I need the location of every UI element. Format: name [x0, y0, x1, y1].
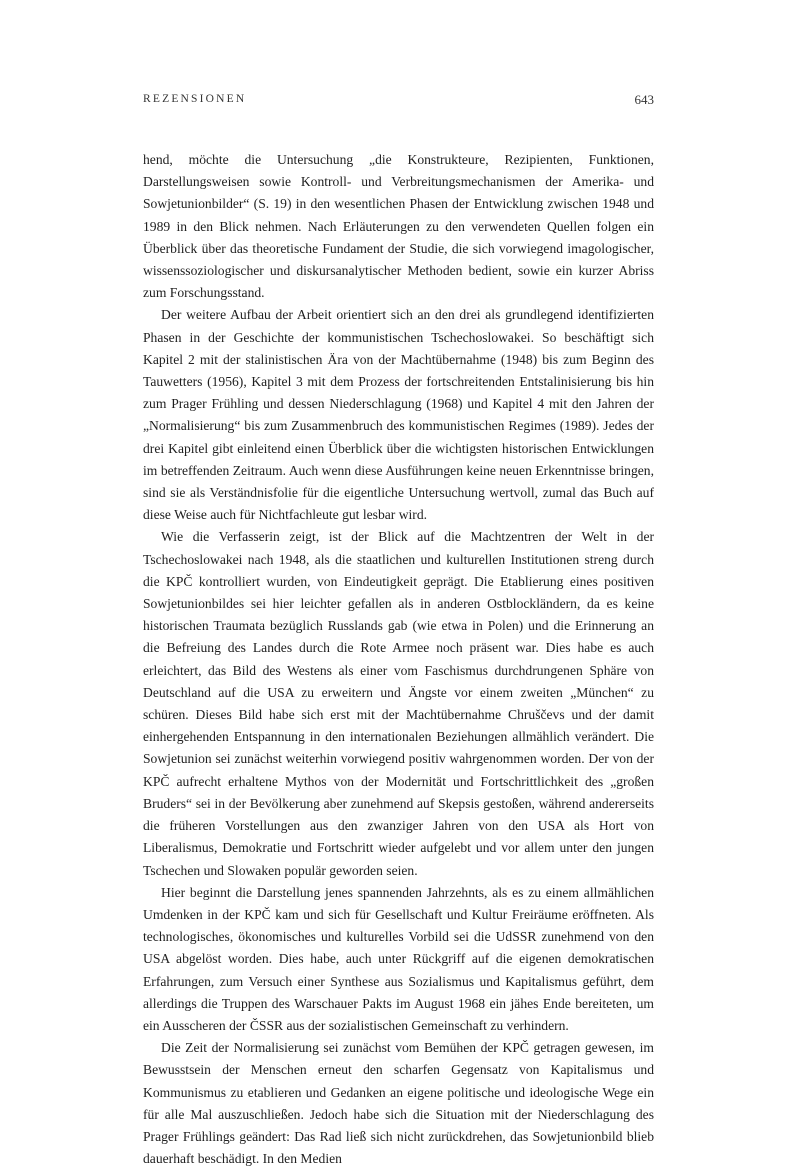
paragraph: Wie die Verfasserin zeigt, ist der Blick auf die Machtzentren der Welt in der Tschechoslowakei nach 1948, als die staatlichen und kulturellen Institutionen streng durch die KPČ kontrolliert wurden, von Eindeutigkeit geprägt. Die Etablierung eines positiven Sowjetunionbildes sei hier leichter gefallen als in anderen Ostblockländern, da es keine historischen Traumata bezüglich Russlands gab (wie etwa in Polen) und die Erinnerung an die Befreiung des Landes durch die Rote Armee noch präsent war. Dies habe es auch erleichtert, das Bild des Westens als einer vom Faschismus durchdrungenen Sphäre von Deutschland auf die USA zu erweitern und Ängste vor einem zweiten „München“ zu schüren. Dieses Bild habe sich erst mit der Machtübernahme Chruščevs und der damit einhergehenden Entspannung in den internationalen Beziehungen allmählich verändert. Die Sowjetunion sei zunächst weiterhin vorwiegend positiv wahrgenommen worden. Der von der KPČ aufrecht erhaltene Mythos von der Modernität und Fortschrittlichkeit des „großen Bruders“ sei in der Bevölkerung aber zunehmend auf Skepsis gestoßen, während andererseits die früheren Vorstellungen aus den zwanziger Jahren von den USA als Hort von Liberalismus, Demokratie und Fortschritt wieder aufgelebt und vor allem unter den jungen Tschechen und Slowaken populär geworden seien. — [143, 529, 654, 878]
paragraph: Hier beginnt die Darstellung jenes spannenden Jahrzehnts, als es zu einem allmählichen Umdenken in der KPČ kam und sich für Gesellschaft und Kultur Freiräume eröffneten. Als technologisches, ökonomisches und kulturelles Vorbild sei die UdSSR zunehmend von den USA abgelöst worden. Dies habe, auch unter Rückgriff auf die eigenen demokratischen Erfahrungen, zum Versuch einer Synthese aus Sozialismus und Kapitalismus geführt, dem allerdings die Truppen des Warschauer Pakts im August 1968 ein jähes Ende bereiteten, um ein Ausscheren der ČSSR aus der sozialistischen Gemeinschaft zu verhindern. — [143, 884, 654, 1033]
page-number: 643 — [634, 92, 654, 107]
section-title: REZENSIONEN — [143, 93, 247, 105]
paragraph: Der weitere Aufbau der Arbeit orientiert sich an den drei als grundlegend identifizierten Phasen in der Geschichte der kommunistischen Tschechoslowakei. So beschäftigt sich Kapitel 2 mit der stalinistischen Ära von der Machtübernahme (1948) bis zum Beginn des Tauwetters (1956), Kapitel 3 mit dem Prozess der fortschreitenden Entstalinisierung bis hin zum Prager Frühling und dessen Niederschlagung (1968) und Kapitel 4 mit den Jahren der „Normalisierung“ bis zum Zusammenbruch des kommunistischen Regimes (1989). Jedes der drei Kapitel gibt einleitend einen Überblick über die wichtigsten historischen Entwicklungen im betreffenden Zeitraum. Auch wenn diese Ausführungen keine neuen Erkenntnisse bringen, sind sie als Verständnisfolie für die eigentliche Untersuchung wertvoll, zumal das Buch auf diese Weise auch für Nichtfachleute gut lesbar wird. — [143, 307, 654, 523]
paragraph: Die Zeit der Normalisierung sei zunächst vom Bemühen der KPČ getragen gewesen, im Bewusstsein der Menschen erneut den scharfen Gegensatz von Kapitalismus und Kommunismus zu etablieren und Gedanken an eigene politische und ideologische Wege ein für alle Mal auszuschließen. Jedoch habe sich die Situation mit der Niederschlagung des Prager Frühlings geändert: Das Rad ließ sich nicht zurückdrehen, das Sowjetunionbild blieb dauerhaft beschädigt. In den Medien — [143, 1040, 654, 1167]
paragraph: hend, möchte die Untersuchung „die Konstrukteure, Rezipienten, Funktionen, Darstellungsweisen sowie Kontroll- und Verbreitungsmechanismen der Amerika- und Sowjetunionbilder“ (S. 19) in den wesentlichen Phasen der Entwicklung zwischen 1948 und 1989 in den Blick nehmen. Nach Erläuterungen zu den verwendeten Quellen folgen ein Überblick über das theoretische Fundament der Studie, die sich vorwiegend imagologischer, wissenssoziologischer und diskursanalytischer Methoden bedient, sowie ein kurzer Abriss zum Forschungsstand. — [143, 152, 654, 301]
body-text — [143, 149, 654, 1170]
running-header — [143, 93, 654, 113]
